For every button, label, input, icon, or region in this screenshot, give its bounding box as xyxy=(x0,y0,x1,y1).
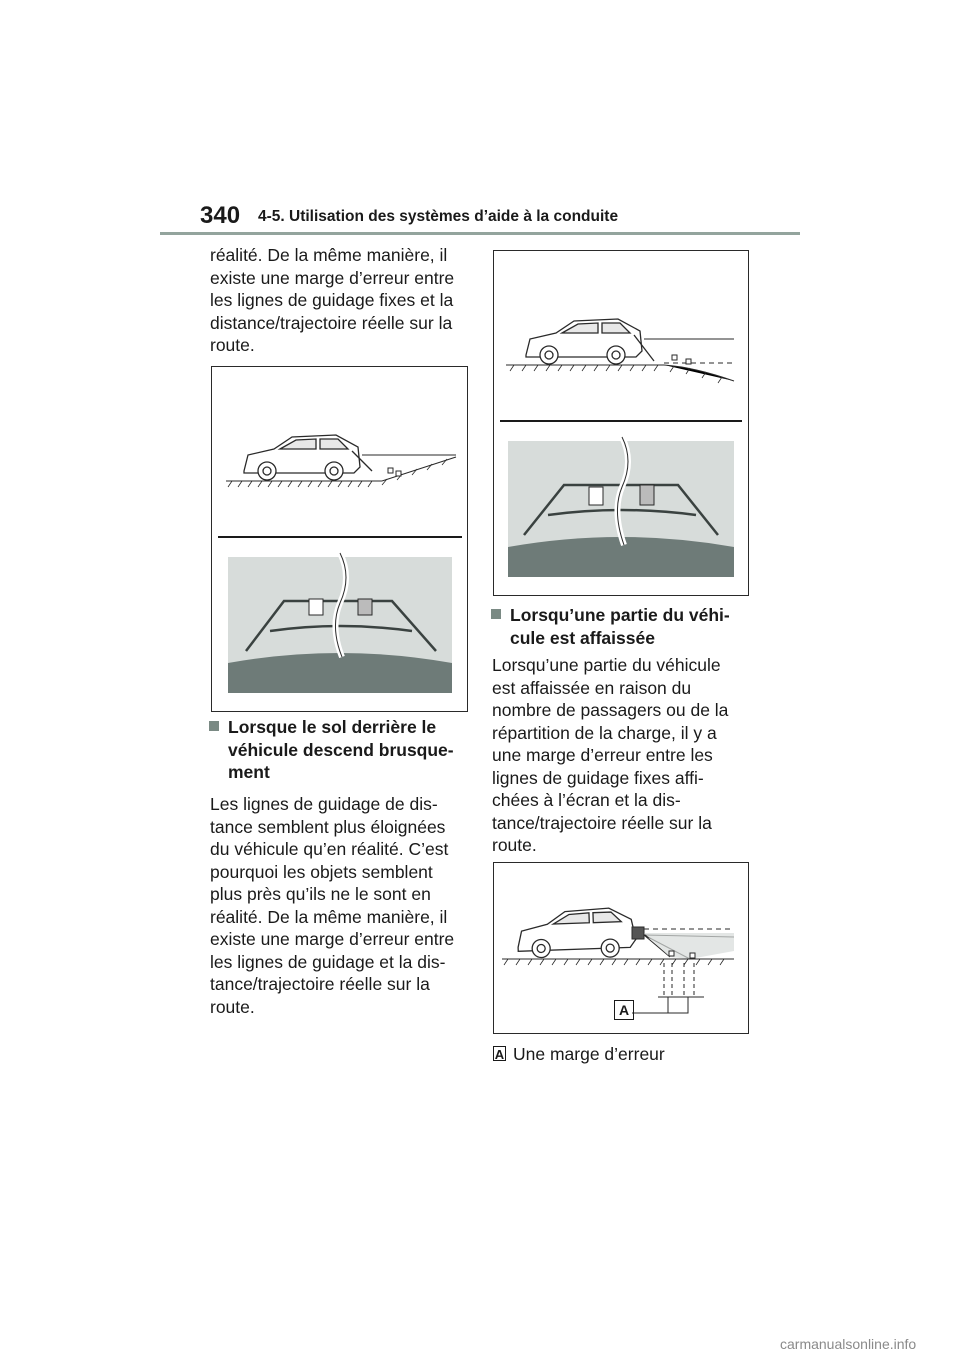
body-line: chées à l’écran et la dis- xyxy=(492,790,681,810)
body-line: Les lignes de guidage de dis- xyxy=(210,794,438,814)
intro-line: distance/trajectoire réelle sur la xyxy=(210,312,453,333)
heading-line: cule est affaissée xyxy=(510,627,655,648)
car-icon xyxy=(244,435,372,480)
left-intro xyxy=(210,244,470,357)
intro-line: existe une marge d’erreur entre xyxy=(210,267,455,288)
object-block-icon xyxy=(589,487,603,505)
body-line: Lorsqu’une partie du véhicule xyxy=(492,655,721,675)
body-line: les lignes de guidage et la dis- xyxy=(210,951,446,972)
car-icon xyxy=(526,319,654,364)
caption-text: Une marge d’erreur xyxy=(513,1044,665,1064)
screen-bumper xyxy=(228,653,452,693)
caption-label-a: A xyxy=(494,1047,505,1062)
heading-line: véhicule descend brusque- xyxy=(228,739,454,760)
callout-label-a: A xyxy=(614,1000,634,1020)
camera-icon xyxy=(632,927,644,939)
left-section-body xyxy=(210,793,470,1018)
figure-sagging xyxy=(493,862,749,1034)
body-line: tance semblent plus éloignées xyxy=(210,816,446,837)
heading-line: Lorsqu’une partie du véhi- xyxy=(510,605,730,625)
body-line: du véhicule qu’en réalité. C’est xyxy=(210,839,449,859)
watermark: carmanualsonline.info xyxy=(780,1336,917,1352)
intro-line: les lignes de guidage fixes et la xyxy=(210,290,454,310)
header-rule xyxy=(160,232,800,235)
object-block-icon xyxy=(309,599,323,615)
body-line: tance/trajectoire réelle sur la xyxy=(492,812,712,833)
body-line: répartition de la charge, il y a xyxy=(492,722,717,743)
body-line: nombre de passagers ou de la xyxy=(492,700,729,720)
intro-line: route. xyxy=(210,335,255,355)
intro-line: réalité. De la même manière, il xyxy=(210,245,448,265)
body-line: tance/trajectoire réelle sur la xyxy=(210,974,430,994)
body-line: route. xyxy=(210,996,255,1017)
body-line: réalité. De la même manière, il xyxy=(210,906,448,927)
figure-downslope xyxy=(211,366,468,712)
figure-upslope xyxy=(493,250,749,596)
heading-line: ment xyxy=(228,762,270,782)
page-number: 340 xyxy=(200,202,241,229)
section-heading-sagging xyxy=(510,604,760,649)
downslope-illustration xyxy=(212,367,467,711)
body-line: une marge d’erreur entre les xyxy=(492,745,713,765)
error-margin-lines xyxy=(664,963,694,997)
object-block-hatched-icon xyxy=(358,599,372,615)
car-icon xyxy=(517,907,637,960)
square-bullet-icon xyxy=(491,609,501,619)
hatch-icon xyxy=(504,959,724,965)
hatch-icon xyxy=(510,365,722,383)
body-line: pourquoi les objets semblent xyxy=(210,861,433,882)
body-line: plus près qu’ils ne le sont en xyxy=(210,884,431,904)
body-line: existe une marge d’erreur entre xyxy=(210,929,455,949)
chapter-title: 4-5. Utilisation des systèmes d’aide à la conduite xyxy=(258,208,619,225)
page-header xyxy=(0,0,960,240)
body-line: lignes de guidage fixes affi- xyxy=(492,767,704,788)
body-line: est affaissée en raison du xyxy=(492,677,692,698)
right-section-body xyxy=(492,654,754,857)
square-bullet-icon xyxy=(209,721,219,731)
object-block-hatched-icon xyxy=(640,485,654,505)
heading-line: Lorsque le sol derrière le xyxy=(228,717,437,737)
upslope-illustration xyxy=(494,251,748,595)
body-line: route. xyxy=(492,835,537,855)
section-heading-downslope xyxy=(228,716,478,784)
